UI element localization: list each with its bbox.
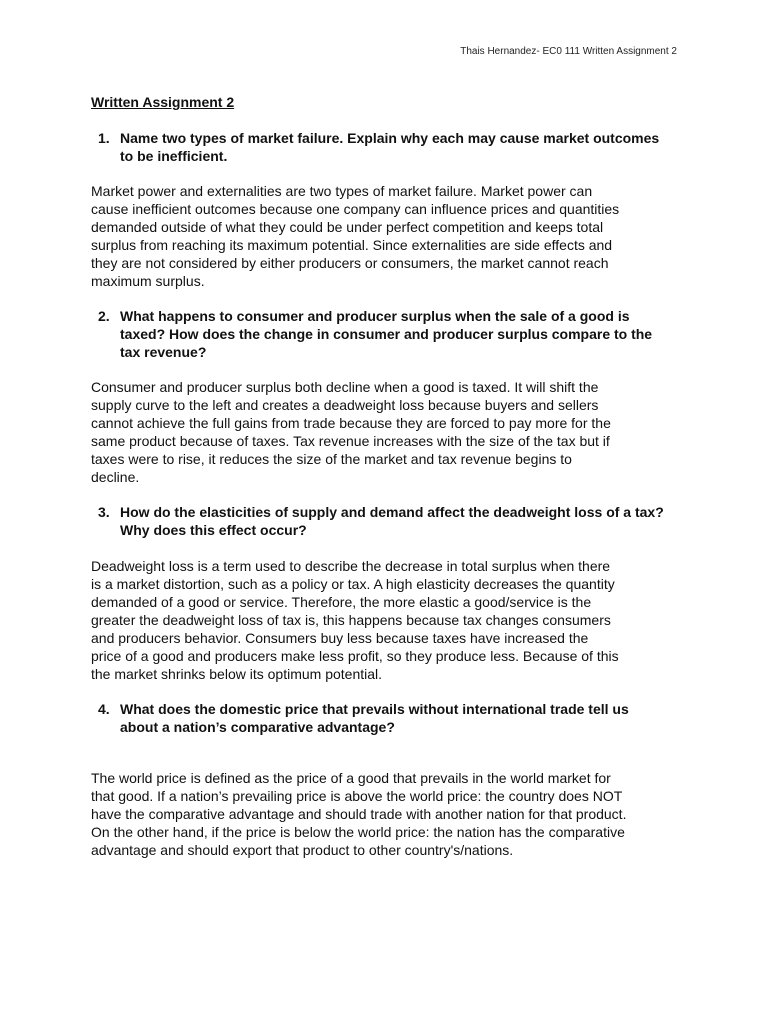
answer-line: Consumer and producer surplus both decline when a good is taxed. It will shift the bbox=[91, 379, 599, 395]
answer-line: advantage and should export that product to other country's/nations. bbox=[91, 842, 514, 858]
running-header: Thais Hernandez- EC0 111 Written Assignment 2 bbox=[460, 46, 677, 57]
question-3 bbox=[98, 503, 666, 539]
answer-line: same product because of taxes. Tax revenue increases with the size of the tax but if bbox=[91, 433, 610, 449]
answer-3 bbox=[91, 557, 681, 683]
answer-line: have the comparative advantage and should trade with another nation for that product. bbox=[91, 806, 627, 822]
answer-line: The world price is defined as the price of a good that prevails in the world market for bbox=[91, 770, 611, 786]
answer-line: maximum surplus. bbox=[91, 273, 205, 289]
answer-line: Deadweight loss is a term used to describe the decrease in total surplus when there bbox=[91, 558, 611, 574]
document-title: Written Assignment 2 bbox=[91, 94, 235, 110]
question-number: 1. bbox=[98, 130, 110, 146]
answer-line: cause inefficient outcomes because one company can influence prices and quantities bbox=[91, 201, 620, 217]
question-4 bbox=[98, 700, 666, 736]
answer-line: surplus from reaching its maximum potential. Since externalities are side effects and bbox=[91, 237, 613, 253]
answer-line: demanded outside of what they could be under perfect competition and keeps total bbox=[91, 219, 604, 235]
answer-4 bbox=[91, 769, 681, 859]
answer-line: and producers behavior. Consumers buy less because taxes have increased the bbox=[91, 630, 589, 646]
answer-line: cannot achieve the full gains from trade because they are forced to pay more for the bbox=[91, 415, 611, 431]
question-text: What happens to consumer and producer surplus when the sale of a good is taxed? How does the change in consumer and producer surplus compare to the tax revenue? bbox=[120, 308, 653, 360]
answer-line: decline. bbox=[91, 469, 140, 485]
question-number: 4. bbox=[98, 701, 110, 717]
answer-2 bbox=[91, 378, 681, 486]
question-text: What does the domestic price that prevails without international trade tell us about a nation’s comparative advantage? bbox=[120, 701, 629, 735]
answer-line: is a market distortion, such as a policy or tax. A high elasticity decreases the quantity bbox=[91, 576, 615, 592]
question-number: 3. bbox=[98, 504, 110, 520]
answer-line: demanded of a good or service. Therefore, the more elastic a good/service is the bbox=[91, 594, 592, 610]
answer-line: they are not considered by either producers or consumers, the market cannot reach bbox=[91, 255, 609, 271]
answer-line: price of a good and producers make less profit, so they produce less. Because of this bbox=[91, 648, 619, 664]
answer-line: On the other hand, if the price is below the world price: the nation has the comparative bbox=[91, 824, 625, 840]
question-number: 2. bbox=[98, 308, 110, 324]
answer-1 bbox=[91, 182, 681, 290]
question-text: How do the elasticities of supply and demand affect the deadweight loss of a tax? Why does this effect occur? bbox=[120, 504, 664, 538]
answer-line: taxes were to rise, it reduces the size of the market and tax revenue begins to bbox=[91, 451, 572, 467]
answer-line: supply curve to the left and creates a deadweight loss because buyers and sellers bbox=[91, 397, 599, 413]
answer-line: the market shrinks below its optimum potential. bbox=[91, 666, 383, 682]
answer-line: Market power and externalities are two types of market failure. Market power can bbox=[91, 183, 593, 199]
question-2 bbox=[98, 307, 666, 361]
question-text: Name two types of market failure. Explain why each may cause market outcomes to be inefficient. bbox=[120, 130, 660, 164]
answer-line: that good. If a nation’s prevailing price is above the world price: the country does NOT bbox=[91, 788, 623, 804]
question-1 bbox=[98, 129, 666, 165]
answer-line: greater the deadweight loss of tax is, this happens because tax changes consumers bbox=[91, 612, 611, 628]
